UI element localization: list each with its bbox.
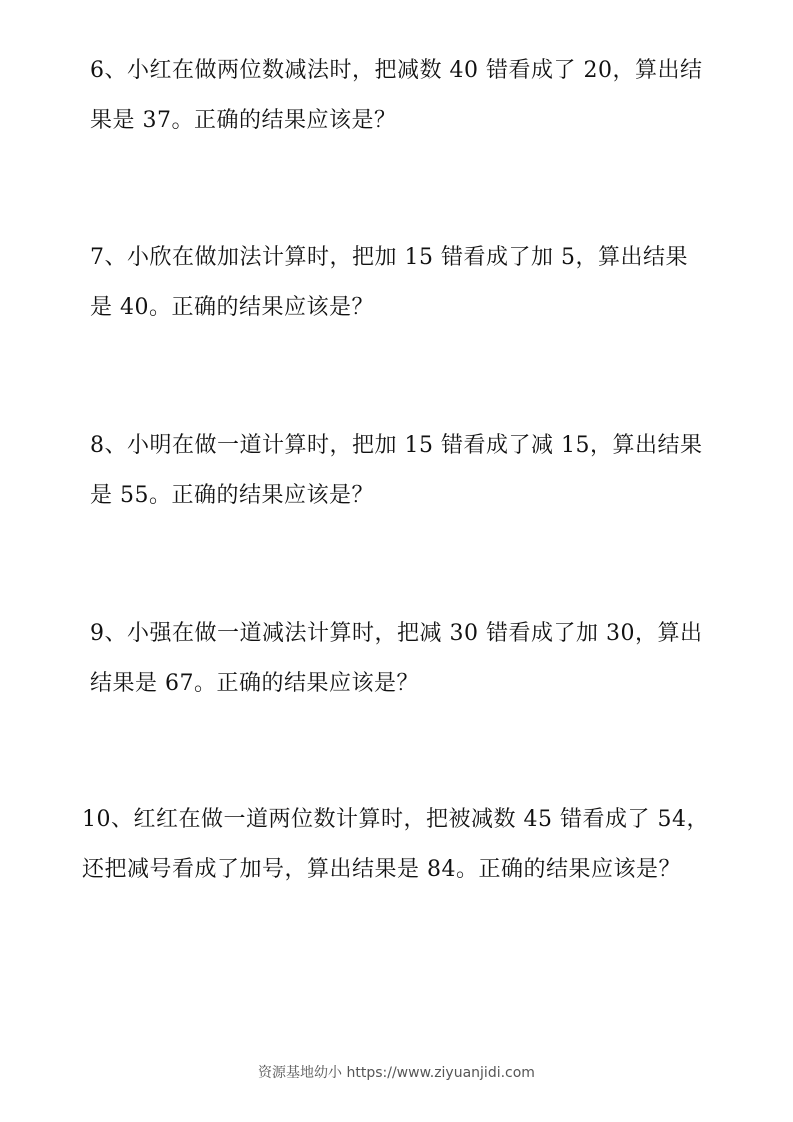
question-10 <box>82 795 742 895</box>
question-7-line-2: 是 40。正确的结果应该是？ <box>90 295 374 320</box>
question-9 <box>90 609 730 709</box>
question-8 <box>90 421 730 521</box>
question-8-line-1: 8、小明在做一道计算时，把加 15 错看成了减 15，算出结果 <box>90 433 703 458</box>
question-6-line-2: 果是 37。正确的结果应该是？ <box>90 108 397 133</box>
question-7-line-1: 7、小欣在做加法计算时，把加 15 错看成了加 5，算出结果 <box>90 245 688 270</box>
question-9-line-2: 结果是 67。正确的结果应该是？ <box>90 671 419 696</box>
question-9-line-1: 9、小强在做一道减法计算时，把减 30 错看成了加 30，算出 <box>90 621 703 646</box>
question-6-line-1: 6、小红在做两位数减法时，把减数 40 错看成了 20，算出结 <box>90 58 703 83</box>
question-6 <box>90 46 730 146</box>
footer-watermark: 资源基地幼小 https://www.ziyuanjidi.com <box>258 1065 535 1081</box>
question-10-line-2: 还把减号看成了加号，算出结果是 84。正确的结果应该是？ <box>82 857 681 882</box>
question-10-line-1: 10、红红在做一道两位数计算时，把被减数 45 错看成了 54， <box>82 807 709 832</box>
question-7 <box>90 233 730 333</box>
question-8-line-2: 是 55。正确的结果应该是？ <box>90 483 374 508</box>
